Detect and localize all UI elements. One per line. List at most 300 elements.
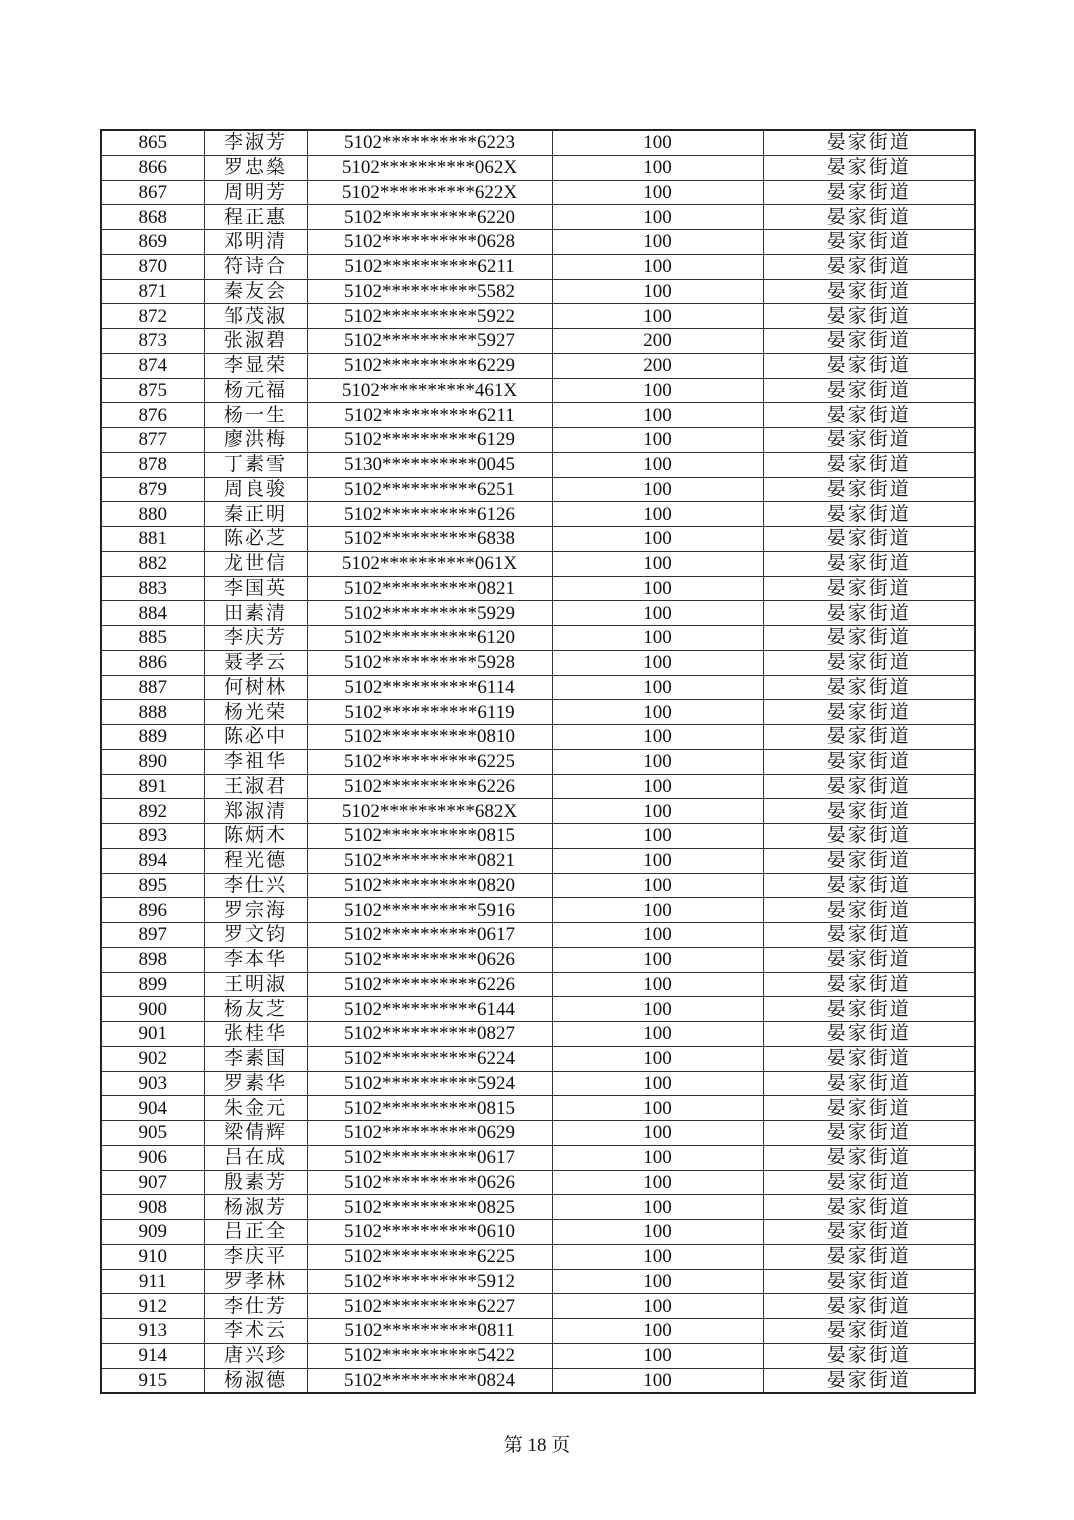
id-number-cell: 5102**********0815 (307, 824, 552, 849)
id-number-cell: 5102**********5582 (307, 279, 552, 304)
table-row (101, 279, 975, 304)
amount-cell: 100 (552, 527, 763, 552)
id-number-cell: 5102**********0629 (307, 1121, 552, 1146)
name-cell: 陈必芝 (204, 527, 307, 552)
name-cell: 李术云 (204, 1319, 307, 1344)
amount-cell: 100 (552, 502, 763, 527)
name-cell: 郑淑清 (204, 799, 307, 824)
row-number-cell: 874 (101, 353, 204, 378)
row-number-cell: 900 (101, 997, 204, 1022)
name-cell: 李国英 (204, 576, 307, 601)
name-cell: 杨光荣 (204, 700, 307, 725)
amount-cell: 100 (552, 304, 763, 329)
table-row (101, 1368, 975, 1393)
id-number-cell: 5102**********6227 (307, 1294, 552, 1319)
id-number-cell: 5102**********061X (307, 551, 552, 576)
table-row (101, 725, 975, 750)
table-row (101, 626, 975, 651)
table-row (101, 1343, 975, 1368)
street-cell: 晏家街道 (763, 1046, 975, 1071)
table-row (101, 1096, 975, 1121)
id-number-cell: 5102**********6119 (307, 700, 552, 725)
table-row (101, 799, 975, 824)
table-row (101, 378, 975, 403)
street-cell: 晏家街道 (763, 576, 975, 601)
street-cell: 晏家街道 (763, 873, 975, 898)
id-number-cell: 5102**********5922 (307, 304, 552, 329)
amount-cell: 100 (552, 1294, 763, 1319)
roster-table-body (101, 130, 975, 1393)
row-number-cell: 865 (101, 130, 204, 155)
table-row (101, 155, 975, 180)
amount-cell: 100 (552, 898, 763, 923)
street-cell: 晏家街道 (763, 1244, 975, 1269)
id-number-cell: 5102**********5912 (307, 1269, 552, 1294)
amount-cell: 100 (552, 774, 763, 799)
street-cell: 晏家街道 (763, 428, 975, 453)
table-row (101, 1121, 975, 1146)
amount-cell: 100 (552, 700, 763, 725)
amount-cell: 100 (552, 824, 763, 849)
page-number: 第 18 页 (503, 1435, 571, 1456)
row-number-cell: 880 (101, 502, 204, 527)
street-cell: 晏家街道 (763, 403, 975, 428)
table-row (101, 1170, 975, 1195)
name-cell: 李素国 (204, 1046, 307, 1071)
amount-cell: 100 (552, 997, 763, 1022)
id-number-cell: 5102**********622X (307, 180, 552, 205)
row-number-cell: 884 (101, 601, 204, 626)
amount-cell: 100 (552, 403, 763, 428)
id-number-cell: 5102**********6225 (307, 749, 552, 774)
id-number-cell: 5102**********6220 (307, 205, 552, 230)
street-cell: 晏家街道 (763, 378, 975, 403)
table-row (101, 254, 975, 279)
id-number-cell: 5102**********0815 (307, 1096, 552, 1121)
table-row (101, 947, 975, 972)
row-number-cell: 867 (101, 180, 204, 205)
name-cell: 邹茂淑 (204, 304, 307, 329)
id-number-cell: 5102**********6226 (307, 774, 552, 799)
street-cell: 晏家街道 (763, 997, 975, 1022)
street-cell: 晏家街道 (763, 947, 975, 972)
street-cell: 晏家街道 (763, 180, 975, 205)
name-cell: 殷素芳 (204, 1170, 307, 1195)
row-number-cell: 886 (101, 650, 204, 675)
row-number-cell: 869 (101, 230, 204, 255)
row-number-cell: 877 (101, 428, 204, 453)
amount-cell: 100 (552, 1195, 763, 1220)
id-number-cell: 5102**********6144 (307, 997, 552, 1022)
table-row (101, 997, 975, 1022)
street-cell: 晏家街道 (763, 700, 975, 725)
street-cell: 晏家街道 (763, 477, 975, 502)
id-number-cell: 5102**********6838 (307, 527, 552, 552)
id-number-cell: 5102**********062X (307, 155, 552, 180)
table-row (101, 1046, 975, 1071)
row-number-cell: 905 (101, 1121, 204, 1146)
table-row (101, 551, 975, 576)
street-cell: 晏家街道 (763, 972, 975, 997)
street-cell: 晏家街道 (763, 1022, 975, 1047)
row-number-cell: 915 (101, 1368, 204, 1393)
row-number-cell: 870 (101, 254, 204, 279)
amount-cell: 100 (552, 551, 763, 576)
street-cell: 晏家街道 (763, 1170, 975, 1195)
street-cell: 晏家街道 (763, 749, 975, 774)
table-row (101, 403, 975, 428)
name-cell: 周良骏 (204, 477, 307, 502)
table-row (101, 1195, 975, 1220)
table-row (101, 972, 975, 997)
amount-cell: 100 (552, 1220, 763, 1245)
name-cell: 罗素华 (204, 1071, 307, 1096)
amount-cell: 100 (552, 1096, 763, 1121)
table-row (101, 1319, 975, 1344)
row-number-cell: 872 (101, 304, 204, 329)
row-number-cell: 881 (101, 527, 204, 552)
row-number-cell: 895 (101, 873, 204, 898)
name-cell: 李庆芳 (204, 626, 307, 651)
amount-cell: 200 (552, 353, 763, 378)
name-cell: 秦友会 (204, 279, 307, 304)
name-cell: 杨淑芳 (204, 1195, 307, 1220)
id-number-cell: 5102**********5927 (307, 329, 552, 354)
table-row (101, 1022, 975, 1047)
amount-cell: 100 (552, 576, 763, 601)
table-row (101, 1294, 975, 1319)
street-cell: 晏家街道 (763, 527, 975, 552)
street-cell: 晏家街道 (763, 130, 975, 155)
table-row (101, 1145, 975, 1170)
table-row (101, 923, 975, 948)
row-number-cell: 906 (101, 1145, 204, 1170)
name-cell: 王明淑 (204, 972, 307, 997)
row-number-cell: 892 (101, 799, 204, 824)
street-cell: 晏家街道 (763, 1294, 975, 1319)
street-cell: 晏家街道 (763, 502, 975, 527)
id-number-cell: 5102**********0811 (307, 1319, 552, 1344)
row-number-cell: 911 (101, 1269, 204, 1294)
id-number-cell: 5102**********5928 (307, 650, 552, 675)
amount-cell: 100 (552, 1244, 763, 1269)
amount-cell: 100 (552, 254, 763, 279)
street-cell: 晏家街道 (763, 551, 975, 576)
table-row (101, 774, 975, 799)
id-number-cell: 5102**********6120 (307, 626, 552, 651)
table-row (101, 601, 975, 626)
roster-table (100, 129, 976, 1394)
name-cell: 罗忠燊 (204, 155, 307, 180)
amount-cell: 100 (552, 725, 763, 750)
id-number-cell: 5102**********461X (307, 378, 552, 403)
row-number-cell: 908 (101, 1195, 204, 1220)
amount-cell: 100 (552, 428, 763, 453)
id-number-cell: 5102**********6129 (307, 428, 552, 453)
row-number-cell: 897 (101, 923, 204, 948)
table-row (101, 477, 975, 502)
amount-cell: 100 (552, 279, 763, 304)
amount-cell: 100 (552, 1145, 763, 1170)
name-cell: 吕正全 (204, 1220, 307, 1245)
name-cell: 张淑碧 (204, 329, 307, 354)
id-number-cell: 5102**********6251 (307, 477, 552, 502)
id-number-cell: 5102**********0821 (307, 576, 552, 601)
row-number-cell: 899 (101, 972, 204, 997)
id-number-cell: 5102**********0825 (307, 1195, 552, 1220)
table-row (101, 527, 975, 552)
street-cell: 晏家街道 (763, 824, 975, 849)
amount-cell: 100 (552, 848, 763, 873)
row-number-cell: 888 (101, 700, 204, 725)
amount-cell: 100 (552, 1368, 763, 1393)
row-number-cell: 902 (101, 1046, 204, 1071)
id-number-cell: 5102**********6114 (307, 675, 552, 700)
table-row (101, 205, 975, 230)
amount-cell: 100 (552, 477, 763, 502)
street-cell: 晏家街道 (763, 799, 975, 824)
amount-cell: 100 (552, 1022, 763, 1047)
row-number-cell: 914 (101, 1343, 204, 1368)
row-number-cell: 912 (101, 1294, 204, 1319)
street-cell: 晏家街道 (763, 1195, 975, 1220)
street-cell: 晏家街道 (763, 1269, 975, 1294)
table-row (101, 700, 975, 725)
name-cell: 邓明清 (204, 230, 307, 255)
row-number-cell: 871 (101, 279, 204, 304)
table-row (101, 650, 975, 675)
name-cell: 丁素雪 (204, 452, 307, 477)
row-number-cell: 868 (101, 205, 204, 230)
row-number-cell: 907 (101, 1170, 204, 1195)
row-number-cell: 873 (101, 329, 204, 354)
amount-cell: 100 (552, 155, 763, 180)
amount-cell: 100 (552, 601, 763, 626)
amount-cell: 100 (552, 180, 763, 205)
row-number-cell: 901 (101, 1022, 204, 1047)
amount-cell: 100 (552, 972, 763, 997)
amount-cell: 100 (552, 947, 763, 972)
amount-cell: 100 (552, 378, 763, 403)
table-row (101, 502, 975, 527)
row-number-cell: 876 (101, 403, 204, 428)
id-number-cell: 5102**********5924 (307, 1071, 552, 1096)
id-number-cell: 5102**********6126 (307, 502, 552, 527)
street-cell: 晏家街道 (763, 1096, 975, 1121)
amount-cell: 200 (552, 329, 763, 354)
street-cell: 晏家街道 (763, 601, 975, 626)
street-cell: 晏家街道 (763, 774, 975, 799)
id-number-cell: 5130**********0045 (307, 452, 552, 477)
name-cell: 李庆平 (204, 1244, 307, 1269)
amount-cell: 100 (552, 1343, 763, 1368)
name-cell: 王淑君 (204, 774, 307, 799)
name-cell: 龙世信 (204, 551, 307, 576)
table-row (101, 428, 975, 453)
name-cell: 张桂华 (204, 1022, 307, 1047)
table-row (101, 452, 975, 477)
street-cell: 晏家街道 (763, 353, 975, 378)
row-number-cell: 882 (101, 551, 204, 576)
row-number-cell: 909 (101, 1220, 204, 1245)
table-row (101, 304, 975, 329)
amount-cell: 100 (552, 1269, 763, 1294)
id-number-cell: 5102**********0617 (307, 1145, 552, 1170)
table-row (101, 576, 975, 601)
row-number-cell: 887 (101, 675, 204, 700)
id-number-cell: 5102**********0610 (307, 1220, 552, 1245)
amount-cell: 100 (552, 650, 763, 675)
name-cell: 李显荣 (204, 353, 307, 378)
table-row (101, 230, 975, 255)
street-cell: 晏家街道 (763, 329, 975, 354)
row-number-cell: 904 (101, 1096, 204, 1121)
street-cell: 晏家街道 (763, 675, 975, 700)
amount-cell: 100 (552, 230, 763, 255)
id-number-cell: 5102**********0628 (307, 230, 552, 255)
street-cell: 晏家街道 (763, 848, 975, 873)
id-number-cell: 5102**********682X (307, 799, 552, 824)
amount-cell: 100 (552, 799, 763, 824)
row-number-cell: 889 (101, 725, 204, 750)
name-cell: 聂孝云 (204, 650, 307, 675)
row-number-cell: 913 (101, 1319, 204, 1344)
street-cell: 晏家街道 (763, 1343, 975, 1368)
name-cell: 何树林 (204, 675, 307, 700)
table-row (101, 848, 975, 873)
table-row (101, 873, 975, 898)
name-cell: 程光德 (204, 848, 307, 873)
name-cell: 周明芳 (204, 180, 307, 205)
street-cell: 晏家街道 (763, 205, 975, 230)
amount-cell: 100 (552, 1071, 763, 1096)
name-cell: 陈炳木 (204, 824, 307, 849)
row-number-cell: 878 (101, 452, 204, 477)
street-cell: 晏家街道 (763, 898, 975, 923)
table-row (101, 1269, 975, 1294)
id-number-cell: 5102**********0626 (307, 1170, 552, 1195)
amount-cell: 100 (552, 452, 763, 477)
id-number-cell: 5102**********6224 (307, 1046, 552, 1071)
id-number-cell: 5102**********6211 (307, 403, 552, 428)
amount-cell: 100 (552, 1319, 763, 1344)
amount-cell: 100 (552, 1121, 763, 1146)
id-number-cell: 5102**********5929 (307, 601, 552, 626)
table-row (101, 1220, 975, 1245)
street-cell: 晏家街道 (763, 1145, 975, 1170)
name-cell: 李淑芳 (204, 130, 307, 155)
street-cell: 晏家街道 (763, 452, 975, 477)
amount-cell: 100 (552, 923, 763, 948)
id-number-cell: 5102**********0626 (307, 947, 552, 972)
name-cell: 李本华 (204, 947, 307, 972)
name-cell: 罗文钧 (204, 923, 307, 948)
row-number-cell: 898 (101, 947, 204, 972)
table-row (101, 749, 975, 774)
row-number-cell: 903 (101, 1071, 204, 1096)
row-number-cell: 879 (101, 477, 204, 502)
amount-cell: 100 (552, 1046, 763, 1071)
name-cell: 廖洪梅 (204, 428, 307, 453)
id-number-cell: 5102**********6229 (307, 353, 552, 378)
row-number-cell: 866 (101, 155, 204, 180)
name-cell: 李仕芳 (204, 1294, 307, 1319)
id-number-cell: 5102**********6211 (307, 254, 552, 279)
street-cell: 晏家街道 (763, 254, 975, 279)
name-cell: 罗宗海 (204, 898, 307, 923)
id-number-cell: 5102**********6223 (307, 130, 552, 155)
street-cell: 晏家街道 (763, 626, 975, 651)
amount-cell: 100 (552, 749, 763, 774)
name-cell: 符诗合 (204, 254, 307, 279)
table-row (101, 130, 975, 155)
table-row (101, 353, 975, 378)
id-number-cell: 5102**********0824 (307, 1368, 552, 1393)
id-number-cell: 5102**********6226 (307, 972, 552, 997)
id-number-cell: 5102**********0617 (307, 923, 552, 948)
amount-cell: 100 (552, 873, 763, 898)
amount-cell: 100 (552, 675, 763, 700)
street-cell: 晏家街道 (763, 650, 975, 675)
name-cell: 唐兴珍 (204, 1343, 307, 1368)
street-cell: 晏家街道 (763, 230, 975, 255)
table-row (101, 898, 975, 923)
row-number-cell: 891 (101, 774, 204, 799)
street-cell: 晏家街道 (763, 725, 975, 750)
street-cell: 晏家街道 (763, 304, 975, 329)
id-number-cell: 5102**********0810 (307, 725, 552, 750)
name-cell: 陈必中 (204, 725, 307, 750)
table-row (101, 1071, 975, 1096)
name-cell: 李祖华 (204, 749, 307, 774)
street-cell: 晏家街道 (763, 1071, 975, 1096)
id-number-cell: 5102**********6225 (307, 1244, 552, 1269)
name-cell: 梁倩辉 (204, 1121, 307, 1146)
amount-cell: 100 (552, 626, 763, 651)
table-row (101, 675, 975, 700)
name-cell: 秦正明 (204, 502, 307, 527)
street-cell: 晏家街道 (763, 1368, 975, 1393)
name-cell: 朱金元 (204, 1096, 307, 1121)
street-cell: 晏家街道 (763, 923, 975, 948)
row-number-cell: 875 (101, 378, 204, 403)
table-row (101, 180, 975, 205)
table-row (101, 329, 975, 354)
id-number-cell: 5102**********5916 (307, 898, 552, 923)
row-number-cell: 896 (101, 898, 204, 923)
amount-cell: 100 (552, 205, 763, 230)
row-number-cell: 883 (101, 576, 204, 601)
name-cell: 吕在成 (204, 1145, 307, 1170)
street-cell: 晏家街道 (763, 1319, 975, 1344)
street-cell: 晏家街道 (763, 1220, 975, 1245)
row-number-cell: 894 (101, 848, 204, 873)
name-cell: 杨友芝 (204, 997, 307, 1022)
row-number-cell: 890 (101, 749, 204, 774)
table-row (101, 824, 975, 849)
street-cell: 晏家街道 (763, 155, 975, 180)
amount-cell: 100 (552, 1170, 763, 1195)
row-number-cell: 893 (101, 824, 204, 849)
name-cell: 程正惠 (204, 205, 307, 230)
street-cell: 晏家街道 (763, 279, 975, 304)
name-cell: 杨元福 (204, 378, 307, 403)
name-cell: 罗孝林 (204, 1269, 307, 1294)
table-row (101, 1244, 975, 1269)
name-cell: 田素清 (204, 601, 307, 626)
id-number-cell: 5102**********0820 (307, 873, 552, 898)
id-number-cell: 5102**********0827 (307, 1022, 552, 1047)
